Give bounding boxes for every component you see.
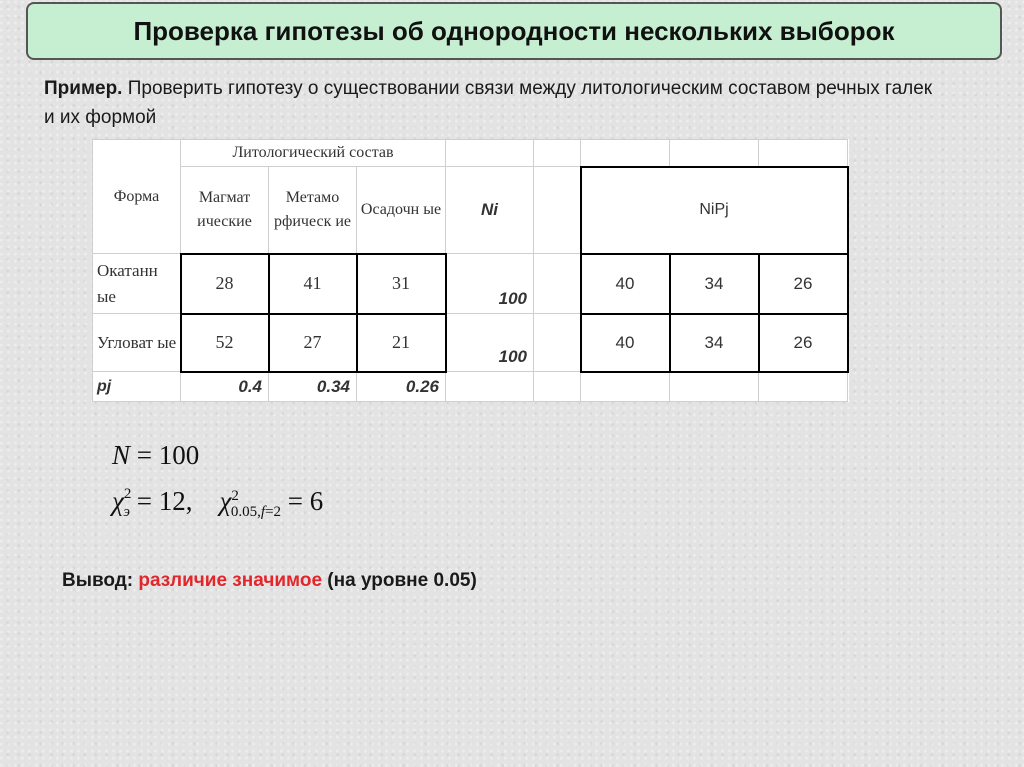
table-cell: 31 (357, 254, 446, 314)
pj-cell: 0.4 (181, 372, 269, 402)
nipj-cell: 40 (581, 254, 670, 314)
ni-header: Ni (446, 167, 534, 254)
chi-empirical-value: = 12, (136, 486, 193, 516)
empty-cell (446, 140, 534, 167)
table-cell: 21 (357, 314, 446, 372)
empty-cell (534, 140, 581, 167)
ni-cell: 100 (446, 314, 534, 372)
empty-cell (534, 314, 581, 372)
pj-cell: 0.34 (269, 372, 357, 402)
empty-cell (534, 254, 581, 314)
table-cell: 41 (269, 254, 357, 314)
conclusion-rest: (на уровне 0.05) (327, 570, 477, 591)
intro-body: Проверить гипотезу о существовании связи между литологическим составом речных галек и их формой (44, 78, 933, 128)
table-cell: 27 (269, 314, 357, 372)
chi-critical-value: = 6 (287, 486, 324, 516)
nipj-header: NiPj (581, 167, 848, 254)
conclusion-label: Вывод: (62, 570, 134, 591)
chi-critical: $\chi^2_{0.05,f=2}$ (219, 486, 282, 521)
pj-cell: 0.26 (357, 372, 446, 402)
form-header: Форма (93, 140, 181, 254)
intro-text (44, 74, 944, 132)
nipj-cell: 40 (581, 314, 670, 372)
empty-cell (581, 140, 670, 167)
conclusion (62, 570, 477, 592)
empty-cell (534, 372, 581, 402)
empty-cell (534, 167, 581, 254)
row-label-rounded: Окатанн ые (93, 254, 181, 314)
nipj-cell: 26 (759, 314, 848, 372)
group-header: Литологический состав (181, 140, 446, 167)
col-header-magmatic: Магмат ические (181, 167, 269, 254)
empty-cell (670, 140, 759, 167)
col-header-sedimentary: Осадочн ые (357, 167, 446, 254)
empty-cell (581, 372, 670, 402)
nipj-cell: 26 (759, 254, 848, 314)
empty-cell (670, 372, 759, 402)
nipj-cell: 34 (670, 314, 759, 372)
slide-title: Проверка гипотезы об однородности нескольких выборок (26, 2, 1002, 60)
chi-empirical: $\chi^2_э$ (112, 486, 132, 521)
empty-cell (759, 372, 848, 402)
table-cell: 52 (181, 314, 269, 372)
pj-label: pj (93, 372, 181, 402)
empty-cell (759, 140, 848, 167)
ni-cell: 100 (446, 254, 534, 314)
formula-n: N = 100 (112, 440, 200, 470)
conclusion-highlight: различие значимое (138, 570, 323, 591)
formula-chi (112, 486, 323, 521)
nipj-cell: 34 (670, 254, 759, 314)
intro-label: Пример. (44, 78, 123, 99)
table-cell: 28 (181, 254, 269, 314)
empty-cell (446, 372, 534, 402)
row-label-angular: Угловат ые (93, 314, 181, 372)
data-table (92, 139, 849, 402)
col-header-metamorphic: Метамо рфическ ие (269, 167, 357, 254)
